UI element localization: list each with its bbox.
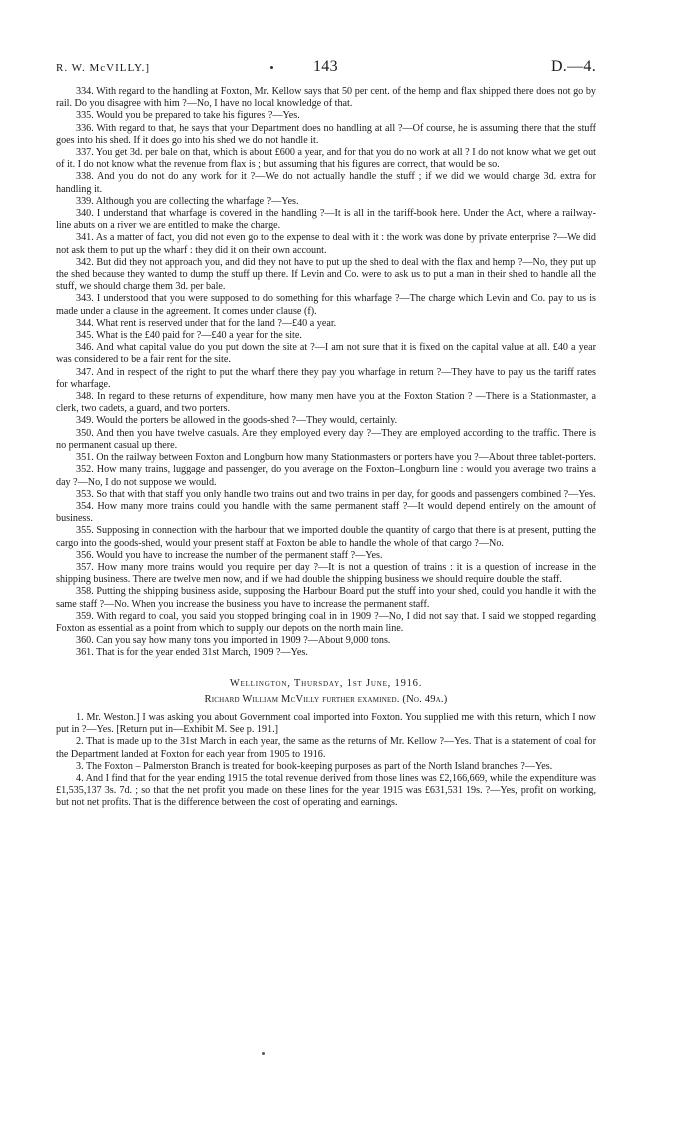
qa-paragraph: 350. And then you have twelve casuals. Are they employed every day ?—They are employed according to the traffic. There is no permanent casual up there.	[56, 427, 596, 451]
body-text	[56, 86, 596, 810]
exam-paragraph: 4. And I find that for the year ending 1915 the total revenue derived from those lines was £2,166,669, while the expenditure was £1,535,137 3s. 7d. ; so that the net profit you made on these lines for the year 1915 was £631,531 19s. ?—Yes, profit on working, but not net profits. That is the difference between the cost of operating and earnings.	[56, 772, 596, 809]
exam-paragraph: 3. The Foxton – Palmerston Branch is treated for book-keeping purposes as part of the North Island branches ?—Yes.	[76, 760, 553, 772]
exam-paragraph: 1. Mr. Weston.] I was asking you about Government coal imported into Foxton. You supplied me with this return, which I now put in ?—Yes. [Return put in—Exhibit M. See p. 191.]	[56, 711, 596, 736]
qa-paragraph: 349. Would the porters be allowed in the goods-shed ?—They would, certainly.	[76, 415, 398, 427]
qa-paragraph: 335. Would you be prepared to take his figures ?—Yes.	[76, 110, 300, 122]
qa-paragraph: 361. That is for the year ended 31st March, 1909 ?—Yes.	[76, 647, 308, 659]
document-code: D.—4.	[550, 58, 596, 75]
document-page	[56, 58, 596, 810]
qa-paragraph: 353. So that with that staff you only handle two trains out and two trains in per day, for goods and passengers combined ?—Yes.	[76, 488, 596, 500]
qa-paragraph: 341. As a matter of fact, you did not even go to the expense to deal with it : the work was done by private enterprise ?—We did not ask them to put up the wharf : they did it on their own account.	[56, 232, 596, 256]
qa-paragraph: 355. Supposing in connection with the harbour that we imported double the quantity of cargo that there is at present, putting the cargo into the goods-shed, would your present staff at Foxton be able to handle the whole of that cargo ?—No.	[56, 525, 596, 549]
section-spacer	[56, 660, 596, 678]
qa-paragraph: 352. How many trains, luggage and passenger, do you average on the Foxton–Longburn line : would you average two trains a day ?—No, I do not suppose we would.	[56, 464, 596, 488]
witness-heading: Richard William McVilly further examined. (No. 49a.)	[204, 693, 448, 705]
qa-paragraph: 343. I understood that you were supposed to do something for this wharfage ?—The charge which Levin and Co. pay to us is made under a clause in the agreement. It comes under clause (f).	[56, 293, 596, 317]
qa-paragraph: 334. With regard to the handling at Foxton, Mr. Kellow says that 50 per cent. of the hemp and flax shipped there does not go by rail. Do you disagree with him ?—No, I have no local knowledge of that.	[56, 86, 596, 110]
session-date-heading: Wellington, Thursday, 1st June, 1916.	[229, 677, 423, 689]
qa-paragraph: 347. And in respect of the right to put the wharf there they pay you wharfage in return ?—They have to pay us the tariff rates for wharfage.	[56, 366, 596, 390]
page-number: 143	[313, 58, 338, 75]
qa-paragraph: 359. With regard to coal, you said you stopped bringing coal in in 1909 ?—No, I did not say that. I said we stopped regarding Foxton as essential as a point from which to supply our depots on the north main line.	[56, 610, 596, 634]
qa-paragraph: 348. In regard to these returns of expenditure, how many men have you at the Foxton Station ? —There is a Stationmaster, a clerk, two cadets, a guard, and two porters.	[56, 391, 596, 415]
qa-paragraph: 337. You get 3d. per bale on that, which is about £600 a year, and for that you do no work at all ? I do not know what we get out of it. I do not know what the revenue from flax is ; but assuming that his figures are correct, that would be so.	[56, 147, 596, 171]
page-header	[56, 58, 596, 80]
qa-paragraph: 340. I understand that wharfage is covered in the handling ?—It is all in the tariff-book here. Under the Act, where a railway-line abuts on a river we are entitled to make the charge.	[56, 208, 596, 232]
qa-paragraph: 346. And what capital value do you put down the site at ?—I am not sure that it is fixed on the capital value at all. £40 a year was considered to be a fair rent for the site.	[56, 342, 596, 366]
qa-paragraph: 336. With regard to that, he says that your Department does no handling at all ?—Of course, he is assuming there that the stuff goes into his shed. If it does go into his shed we do not handle it.	[56, 122, 596, 146]
qa-paragraph: 338. And you do not do any work for it ?—We do not actually handle the stuff ; if we did we would charge 3d. extra for handling it.	[56, 171, 596, 195]
header-dot	[270, 66, 273, 69]
qa-paragraph: 344. What rent is reserved under that for the land ?—£40 a year.	[76, 317, 337, 329]
qa-paragraph: 358. Putting the shipping business aside, supposing the Harbour Board put the stuff into your shed, could you handle it with the same staff ?—No. When you increase the business you have to increase the permanent staff.	[56, 586, 596, 610]
qa-paragraph: 342. But did they not approach you, and did they not have to put up the shed to deal with the flax and hemp ?—No, they put up the shed because they wanted to dump the stuff up there. If Levin and Co. were to ask us to put a man in their shed to handle all the stuff, we should charge them 3d. per bale.	[56, 256, 596, 293]
header-witness: R. W. McVILLY.]	[56, 62, 151, 74]
exam-paragraph: 2. That is made up to the 31st March in each year, the same as the returns of Mr. Kellow ?—Yes. That is a statement of coal for the Department landed at Foxton for each year from 1905 to 1916.	[56, 736, 596, 760]
qa-paragraph: 345. What is the £40 paid for ?—£40 a year for the site.	[76, 330, 302, 342]
qa-paragraph: 354. How many more trains could you handle with the same permanent staff ?—It would depend entirely on the amount of business.	[56, 500, 596, 525]
qa-paragraph: 339. Although you are collecting the wharfage ?—Yes.	[76, 195, 299, 207]
qa-paragraph: 356. Would you have to increase the number of the permanent staff ?—Yes.	[76, 549, 383, 561]
page-speck	[262, 1052, 265, 1055]
qa-paragraph: 357. How many more trains would you require per day ?—It is not a question of trains : it is a question of increase in the shipping business. There are twelve men now, and if we had double the shipping business we should require double the staff.	[56, 561, 596, 586]
qa-paragraph: 351. On the railway between Foxton and Longburn how many Stationmasters or porters have you ?—About three tablet-porters.	[76, 452, 596, 464]
qa-paragraph: 360. Can you say how many tons you imported in 1909 ?—About 9,000 tons.	[76, 635, 391, 647]
